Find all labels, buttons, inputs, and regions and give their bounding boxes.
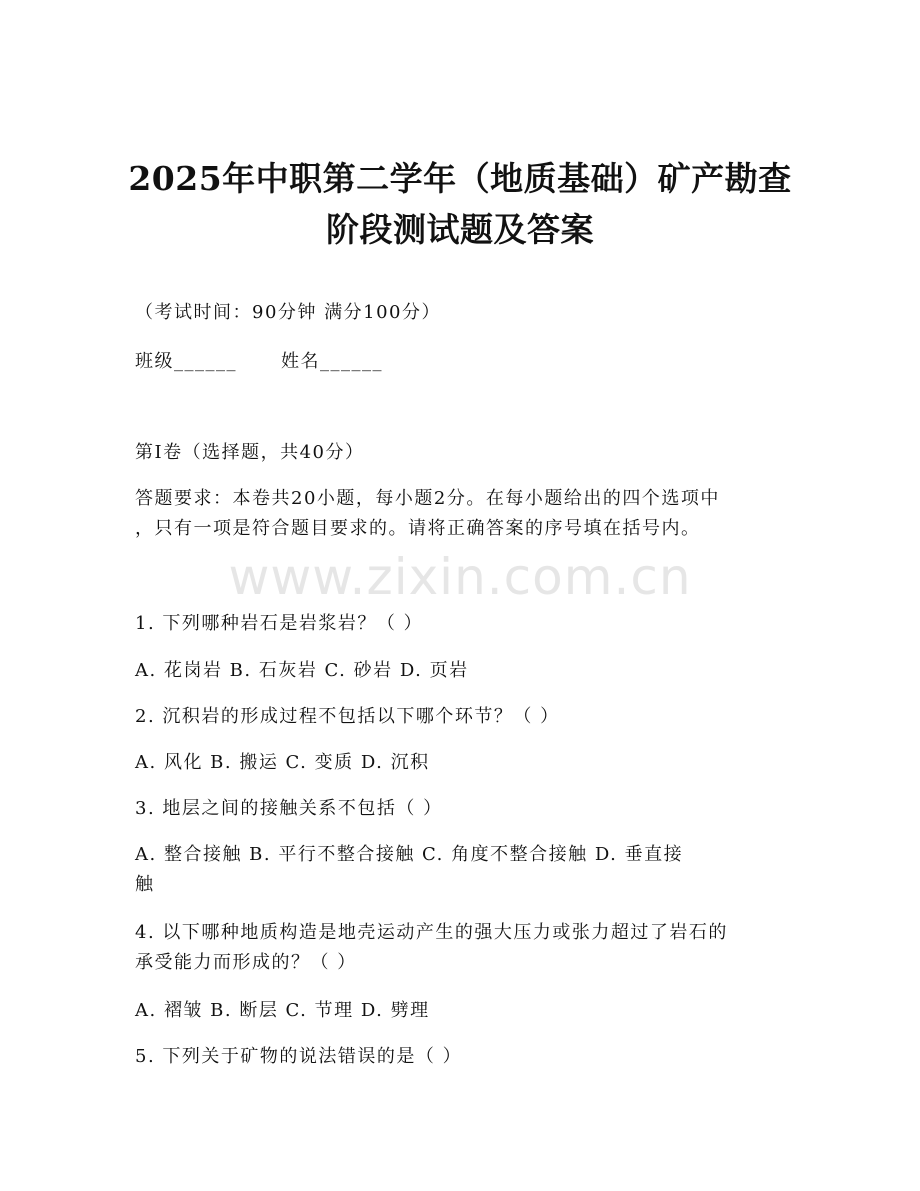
section-title: 第Ⅰ卷（选择题，共40分） xyxy=(135,442,365,463)
class-field-label: 班级______ xyxy=(135,351,237,372)
question-2-stem: 2. 沉积岩的形成过程不包括以下哪个环节？（ ） xyxy=(135,706,560,727)
question-5-stem: 5. 下列关于矿物的说法错误的是（ ） xyxy=(135,1046,463,1067)
question-4-options: A. 褶皱 B. 断层 C. 节理 D. 劈理 xyxy=(135,1000,430,1021)
watermark: www.zixin.com.cn xyxy=(228,548,692,606)
question-4-stem-line-2: 承受能力而形成的？（ ） xyxy=(135,952,357,973)
question-2-options: A. 风化 B. 搬运 C. 变质 D. 沉积 xyxy=(135,752,430,773)
question-4-stem-line-1: 4. 以下哪种地质构造是地壳运动产生的强大压力或张力超过了岩石的 xyxy=(135,922,728,943)
instructions-line-1: 答题要求：本卷共20小题，每小题2分。在每小题给出的四个选项中 xyxy=(135,488,720,509)
instructions-line-2: ，只有一项是符合题目要求的。请将正确答案的序号填在括号内。 xyxy=(135,518,701,539)
question-3-stem: 3. 地层之间的接触关系不包括（ ） xyxy=(135,798,443,819)
document-title-line-1: 2025年中职第二学年（地质基础）矿产勘查 xyxy=(128,159,792,198)
name-field-label: 姓名______ xyxy=(281,351,383,372)
exam-info: （考试时间：90分钟 满分100分） xyxy=(135,302,441,323)
question-1-options: A. 花岗岩 B. 石灰岩 C. 砂岩 D. 页岩 xyxy=(135,660,469,681)
document-title-line-2: 阶段测试题及答案 xyxy=(326,210,594,249)
question-1-stem: 1. 下列哪种岩石是岩浆岩？（ ） xyxy=(135,613,424,634)
question-3-options-line-1: A. 整合接触 B. 平行不整合接触 C. 角度不整合接触 D. 垂直接 xyxy=(135,844,684,865)
student-info-row xyxy=(135,347,795,377)
question-3-options-line-2: 触 xyxy=(135,874,155,895)
